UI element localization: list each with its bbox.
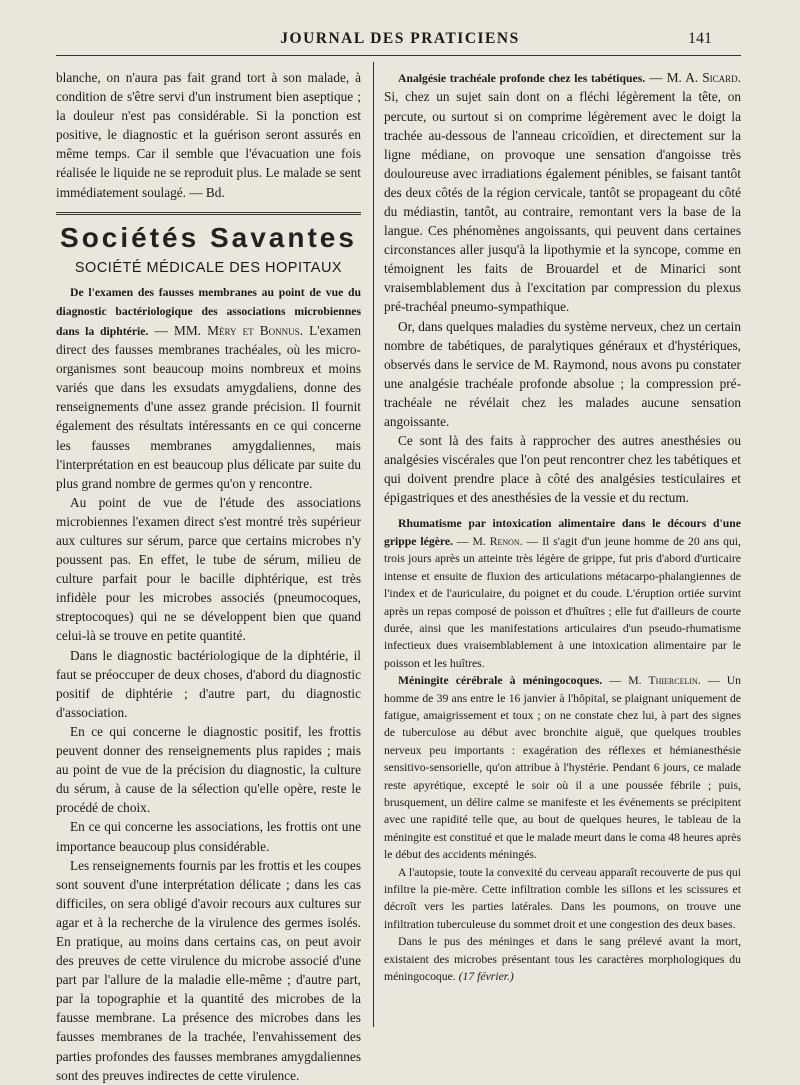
paragraph: A l'autopsie, toute la convexité du cerveau apparaît recouverte de pus qui infiltre la pie-mère. Cette infiltration comble les sillons et les scissures et décroît vers les parties latérales. Dans les poumons, on trouve une infiltration tuberculeuse du sommet droit et une congestion des deux bases. [384, 865, 741, 931]
article-author: — M. Renon. [452, 534, 523, 548]
article-text: L'examen direct des fausses membranes trachéales, où les micro-organismes sont beaucoup moins nombreux et moins variés que dans les exsudats amygdaliens, donne des renseignements d'une assez grande précision. Il fournit également des résultats intéressants en ce qui concerne les fausses membranes amygdaliennes, mais l'interprétation en est beaucoup plus délicate par suite du plus grand nombre de germes qu'on y rencontre. [56, 322, 361, 491]
article-heading: Rhumatisme par intoxication alimentaire dans le décours d'une grippe légère. [384, 517, 741, 548]
paragraph: Ce sont là des faits à rapprocher des autres anesthésies ou analgésies viscérales que l'on peut rencontrer chez les tabétiques et qui doivent prendre place à côté des analgésies testiculaires et épigastriques et des anesthésies de la vessie et du rectum. [384, 433, 741, 506]
page-header [0, 30, 800, 54]
intro-paragraph: blanche, on n'aura pas fait grand tort à son malade, à condition de s'être servi d'un instrument bien aseptique ; la douleur n'est pas considérable. Si la ponction est positive, le diagnostic et la guérison seront assurés en même temps. Car il semble que l'évacuation une fois réalisée le liquide ne se reproduit plus. Le malade se sent immédiatement soulagé. — Bd. [56, 70, 361, 200]
article-block [384, 515, 741, 985]
article-text: Si, chez un sujet sain dont on a fléchi légèrement la tête, on percute, ou surtout si on comprime légèrement avec le doigt la trachée au-dessous de l'anneau cricoïdien, et directement sur la ligne médiane, on provoque une sensation d'angoisse très douloureuse avec irradiations également pénibles, se faisant tantôt des deux côtés de la région cervicale, tantôt se propageant du côté du médiastin, tantôt, au contraire, remontant vers la base de la langue. Ces phénomènes angoissants, qui peuvent dans certaines circonstances aller jusqu'à la lipothymie et la syncope, comme en témoignent les faits de Brouardel et de Minarici sont vraisemblablement dus à l'excitation par compression du plexus pré-trachéal pneumo-sympathique. [384, 89, 741, 315]
column-divider [373, 62, 374, 1027]
paragraph: Les renseignements fournis par les frottis et les coupes sont souvent d'une interprétation délicate ; dans les cas difficiles, on sera obligé d'avoir recours aux cultures sur agar et à la recherche de la virulence des germes isolés. En pratique, au moins dans certains cas, on peut avoir des preuves de cette virulence du microbe associé d'une part par l'allure de la maladie elle-même ; d'autre part, par la topographie et la quantité des microbes de la fausse membrane. La présence des microbes dans les fausses membranes de la trachée, l'envahissement des parties profondes des fausses membranes amygdaliennes sont des preuves indirectes de cette virulence. [56, 857, 361, 1083]
society-title: SOCIÉTÉ MÉDICALE DES HOPITAUX [74, 259, 343, 276]
paragraph: Dans le diagnostic bactériologique de la diphtérie, il faut se préoccuper de deux choses, d'abord du diagnostic positif de diphtérie ; d'autre part, du diagnostic d'association. [56, 647, 361, 720]
paragraph: Or, dans quelques maladies du système nerveux, chez un certain nombre de tabétiques, de paralytiques généraux et d'hystériques, observés dans le service de M. Raymond, nous avons pu constater une analgésie trachéale profonde absolue ; la compression pré-trachéale ne révélait chez les malades aucune sensation angoissante. [384, 318, 741, 429]
article-paragraph [384, 68, 741, 317]
article-authors: — MM. Méry et Bonnus. [148, 322, 303, 338]
page-number: 141 [688, 30, 712, 47]
paragraph: En ce qui concerne le diagnostic positif, les frottis peuvent donner des renseignements plus rapides ; mais au point de vue de la précision du diagnostic, la culture du sérum, à cause de la sélection qu'elle opère, reste le procédé de choix. [56, 723, 361, 816]
article-author: — M. Thiercelin. [602, 674, 701, 688]
left-column [56, 68, 361, 1085]
section-separator [56, 212, 361, 216]
section-title: Sociétés Savantes [60, 221, 357, 253]
article-author: — M. A. Sicard. [645, 70, 741, 85]
article-text: — Un homme de 39 ans entre le 16 janvier à l'hôpital, se plaignant uniquement de fatigue, amaigrissement et toux ; on ne constate chez lui, à part des signes de tuberculose au début avec bronchite aiguë, que quelques troubles nerveux peu importants : exagération des réflexes et hémianesthésie sensitivo-sensorielle, qu'on attribue à l'hystérie. Pendant 6 jours, ce malade reste apyrétique, excepté le soir où il a une poussée fébrile ; puis, brusquement, un délire calme se manifeste et les événements se précipitent avec une rapidité telle que, au bout de quelques heures, le tableau de la méningite est constitué et que le malade meurt dans le coma 48 heures après le début des accidents méningés. [384, 674, 741, 862]
right-column [384, 68, 741, 985]
paragraph [384, 933, 741, 985]
paragraph: Au point de vue de l'étude des associations microbiennes l'examen direct s'est montré très supérieur aux cultures sur sérum, parce que certains microbes n'y poussent pas. En effet, le tube de sérum, milieu de culture parfait pour le bacille diphtérique, est très infidèle pour les microbes associés (pneumocoques, streptocoques) qui ne se développent bien que quand celui-là se trouve en petite quantité. [56, 494, 361, 644]
article-heading: De l'examen des fausses membranes au point de vue du diagnostic bactériologique des associations microbiennes dans la diphtérie. [56, 285, 361, 338]
paragraph: En ce qui concerne les associations, les frottis ont une importance beaucoup plus considérable. [56, 819, 361, 854]
article-heading: Analgésie trachéale profonde chez les tabétiques. [398, 72, 646, 85]
header-rule [56, 55, 741, 56]
date-note: (17 février.) [455, 970, 514, 984]
article-text: — Il s'agit d'un jeune homme de 20 ans qui, trois jours après un atteinte très légère de grippe, fut pris d'abord d'urticaire intense et ensuite de fluxion des articulations métacarpo-phalangiennes de l'index et de l'auriculaire, du poignet et du coude. L'éruption ortiée survint après un repas composé de poisson et d'huîtres ; elle fut d'ailleurs de courte durée, ainsi que les manifestations articulaires d'un pseudo-rhumatisme infectieux dues vraisemblablement à une intoxication alimentaire par le poisson et les huîtres. [384, 534, 741, 670]
article-paragraph [384, 515, 741, 672]
article-heading: Méningite cérébrale à méningocoques. [398, 674, 603, 688]
article-paragraph [56, 282, 361, 493]
article-paragraph [384, 672, 741, 863]
paragraph-text: Dans le pus des méninges et dans le sang prélevé avant la mort, existaient des microbes présentant tous les caractères morphologiques du méningocoque. [384, 935, 741, 984]
journal-title: JOURNAL DES PRATICIENS [280, 30, 520, 47]
